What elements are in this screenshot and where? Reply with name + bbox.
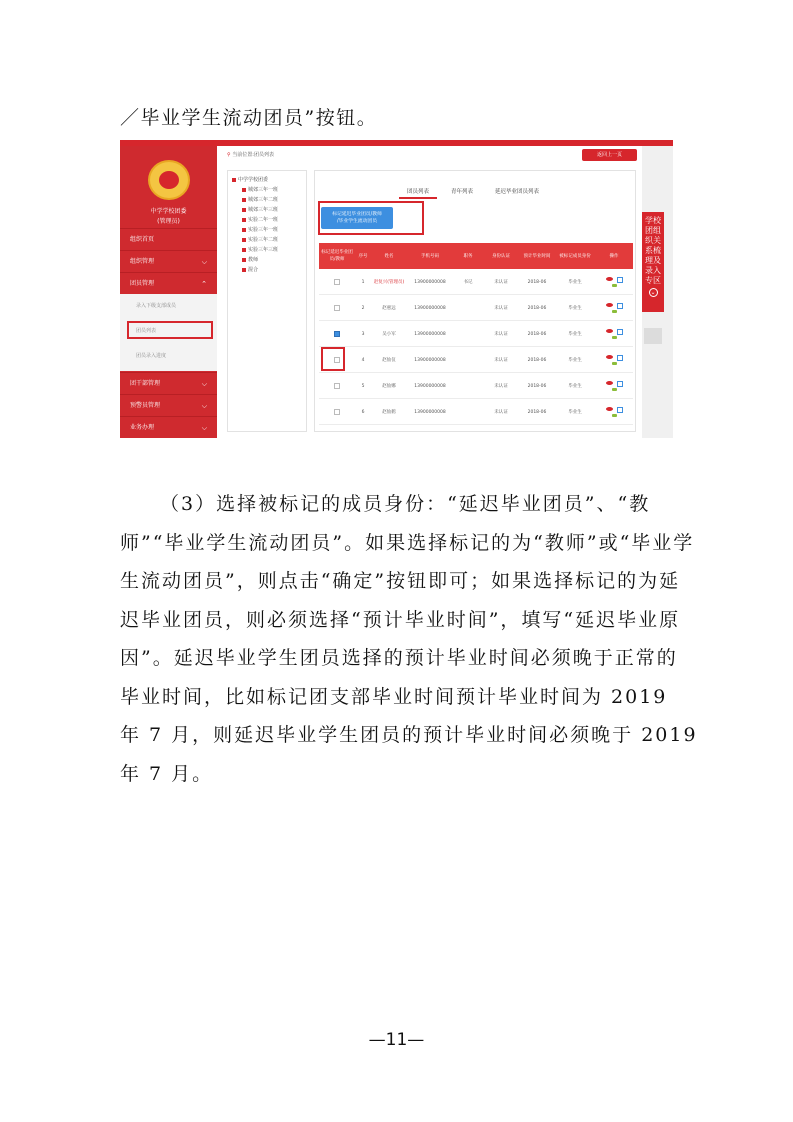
submenu-item[interactable]: 团员录入进度	[136, 353, 167, 359]
row-checkbox-cell	[319, 399, 355, 425]
table-cell: 毕业生	[568, 280, 582, 285]
row-checkbox[interactable]	[334, 331, 340, 337]
menu-cadres[interactable]: 团干部管理 ⌵	[120, 372, 217, 394]
table-cell: 13900000008	[414, 357, 446, 363]
contact-icon[interactable]	[644, 328, 662, 344]
table-row	[319, 269, 633, 295]
table-cell: 毕业生	[568, 306, 582, 311]
chevron-down-icon: ⌄	[650, 289, 656, 296]
tab-youth-list[interactable]: 青年列表	[451, 189, 474, 195]
content-panel	[314, 170, 636, 432]
edit-icon[interactable]	[617, 355, 623, 361]
page-number: —11—	[368, 1030, 425, 1050]
view-icon[interactable]	[606, 407, 613, 411]
back-button[interactable]: 返回上一页	[582, 149, 637, 161]
folder-icon	[232, 178, 236, 182]
body-paragraph	[120, 485, 698, 793]
table-cell	[453, 295, 483, 321]
key-icon[interactable]	[612, 388, 617, 391]
table-cell: 6	[361, 409, 365, 415]
column-header: 身份认证	[492, 253, 510, 259]
relation-zone-tab[interactable]	[642, 212, 664, 312]
table-cell: 13900000008	[414, 383, 446, 389]
chevron-up-icon: ⌃	[201, 280, 207, 288]
table-row	[319, 321, 633, 347]
tree-item[interactable]: 实验三年一班	[242, 226, 278, 233]
tree-item[interactable]: 混合	[242, 266, 258, 273]
org-name: 中学学校团委	[150, 208, 187, 215]
table-cell: 未认证	[494, 410, 508, 415]
chevron-down-icon: ⌵	[201, 380, 207, 388]
text-line: 因”。延迟毕业学生团员选择的预计毕业时间必须晚于正常的	[120, 647, 678, 669]
row-checkbox-cell	[319, 321, 355, 347]
row-actions	[595, 295, 633, 321]
edit-icon[interactable]	[617, 407, 623, 413]
table-cell: 毕业生	[568, 358, 582, 363]
menu-members[interactable]: 团员管理 ⌃	[120, 272, 217, 294]
tree-root[interactable]: 中学学校团委	[232, 176, 268, 183]
relation-zone-label: 学校团组织关系梳理及录入专区	[645, 216, 661, 285]
row-actions	[595, 321, 633, 347]
tree-item[interactable]: 城郊三年一班	[242, 186, 278, 193]
menu-home[interactable]: 组织首页	[120, 228, 217, 250]
table-cell: 13900000008	[414, 409, 446, 415]
table-cell: 未认证	[494, 306, 508, 311]
column-header: 被标记成员身份	[559, 253, 591, 259]
tree-item[interactable]: 教师	[242, 256, 258, 263]
tree-item[interactable]: 实验三年二班	[242, 236, 278, 243]
column-header: 预计毕业时间	[523, 253, 551, 259]
mark-member-button[interactable]: 标记延迟毕业团员/教师 /毕业学生流动团员	[321, 207, 393, 229]
table-cell: 赵仙鹤	[382, 410, 396, 415]
table-cell	[453, 321, 483, 347]
table-cell: 赵仙娜	[382, 384, 396, 389]
table-cell	[453, 347, 483, 373]
row-checkbox[interactable]	[334, 409, 340, 415]
menu-warning[interactable]: 预警员管理 ⌵	[120, 394, 217, 416]
breadcrumb: ⚲ 当前位置:团员列表	[227, 152, 274, 158]
table-cell: 未认证	[494, 384, 508, 389]
column-header: 职务	[463, 253, 473, 259]
table-cell: 吴小军	[382, 332, 396, 337]
key-icon[interactable]	[612, 414, 617, 417]
tree-item-selected[interactable]: 实验三年三班	[242, 246, 278, 253]
table-cell: 2018-06	[527, 383, 547, 389]
top-line: ／毕业学生流动团员”按钮。	[120, 107, 378, 129]
table-cell: 3	[361, 331, 365, 337]
row-actions	[595, 399, 633, 425]
table-cell: 毕业生	[568, 410, 582, 415]
table-cell: 未认证	[494, 332, 508, 337]
tab-delayed-list[interactable]: 延迟毕业团员列表	[495, 189, 540, 195]
table-cell: 4	[361, 357, 365, 363]
edit-icon[interactable]	[617, 329, 623, 335]
row-actions	[595, 347, 633, 373]
text-line: （3）选择被标记的成员身份：“延迟毕业团员”、“教	[160, 493, 651, 515]
column-header: 序号	[358, 253, 368, 259]
table-cell: 毕业生	[568, 332, 582, 337]
row-actions	[595, 269, 633, 295]
table-cell: 2018-06	[527, 305, 547, 311]
league-logo-icon	[148, 160, 190, 200]
table-cell: 13900000008	[414, 305, 446, 311]
chevron-down-icon: ⌵	[201, 424, 207, 432]
table-cell: 1	[361, 279, 365, 285]
table-cell: 2018-06	[527, 331, 547, 337]
tree-item[interactable]: 城郊三年三班	[242, 206, 278, 213]
column-header: 操作	[609, 253, 619, 259]
chevron-down-icon: ⌵	[201, 402, 207, 410]
submenu-item-member-list[interactable]: 团员列表	[136, 328, 157, 334]
submenu-item[interactable]: 录入下级支部成员	[136, 303, 177, 309]
table-cell: 13900000008	[414, 279, 446, 285]
menu-org[interactable]: 组织管理 ⌵	[120, 250, 217, 272]
table-header	[319, 243, 633, 269]
column-header: 手机号码	[421, 253, 439, 259]
table-cell: 未认证	[494, 280, 508, 285]
key-icon[interactable]	[612, 284, 617, 287]
highlight-box	[321, 347, 345, 371]
org-role: (管理员)	[157, 218, 180, 225]
key-icon[interactable]	[612, 336, 617, 339]
table-row	[319, 295, 633, 321]
edit-icon[interactable]	[617, 303, 623, 309]
menu-business[interactable]: 业务办理 ⌵	[120, 416, 217, 438]
text-line: 师”“毕业学生流动团员”。如果选择标记的为“教师”或“毕业学	[120, 531, 695, 554]
row-checkbox[interactable]	[334, 305, 340, 311]
text-line: 年 7 月。	[120, 762, 214, 785]
table-cell: 书记	[463, 280, 473, 285]
active-tab-indicator	[399, 197, 437, 199]
table-cell: 毕业生	[568, 384, 582, 389]
tab-member-list[interactable]: 团员列表	[407, 189, 430, 195]
table-cell: 5	[361, 383, 365, 389]
highlight-box	[127, 321, 213, 339]
table-cell	[453, 373, 483, 399]
main-panel	[217, 146, 642, 438]
table-cell: 2	[361, 305, 365, 311]
embedded-screenshot	[120, 140, 673, 438]
tree-item[interactable]: 实验二年一班	[242, 216, 278, 223]
row-checkbox-cell	[319, 373, 355, 399]
text-line: 迟毕业团员，则必须选择“预计毕业时间”，填写“延迟毕业原	[120, 608, 681, 631]
key-icon[interactable]	[612, 310, 617, 313]
edit-icon[interactable]	[617, 381, 623, 387]
edit-icon[interactable]	[617, 277, 623, 283]
view-icon[interactable]	[606, 277, 613, 281]
table-cell	[453, 399, 483, 425]
table-cell: 赵仙仪	[382, 358, 396, 363]
view-icon[interactable]	[606, 303, 613, 307]
text-line: 生流动团员”，则点击“确定”按钮即可；如果选择标记的为延	[120, 570, 681, 592]
table-cell: 2018-06	[527, 409, 547, 415]
table-cell: 13900000008	[414, 331, 446, 337]
row-checkbox[interactable]	[334, 279, 340, 285]
tree-item[interactable]: 城郊三年二班	[242, 196, 278, 203]
sidebar	[120, 146, 217, 438]
text-line: 毕业时间，比如标记团支部毕业时间预计毕业时间为 2019	[120, 685, 668, 708]
view-icon[interactable]	[606, 329, 613, 333]
row-checkbox[interactable]	[334, 383, 340, 389]
table-row	[319, 373, 633, 399]
table-cell: 赵惠远	[382, 306, 396, 311]
table-cell: 未认证	[494, 358, 508, 363]
row-actions	[595, 373, 633, 399]
row-checkbox-cell	[319, 269, 355, 295]
table-row	[319, 399, 633, 425]
table-cell: 2018-06	[527, 279, 547, 285]
table-cell: 2018-06	[527, 357, 547, 363]
org-tree	[227, 170, 307, 432]
text-line: 年 7 月，则延迟毕业学生团员的预计毕业时间必须晚于 2019	[120, 724, 698, 746]
chevron-down-icon: ⌵	[201, 258, 207, 266]
row-checkbox-cell	[319, 295, 355, 321]
view-icon[interactable]	[606, 381, 613, 385]
key-icon[interactable]	[612, 362, 617, 365]
column-header: 姓名	[384, 253, 394, 259]
view-icon[interactable]	[606, 355, 613, 359]
column-header: 标记延迟毕业团员/教师	[321, 250, 353, 262]
table-row	[319, 347, 633, 373]
table-cell: 赵复兴(管理员)	[373, 280, 405, 285]
